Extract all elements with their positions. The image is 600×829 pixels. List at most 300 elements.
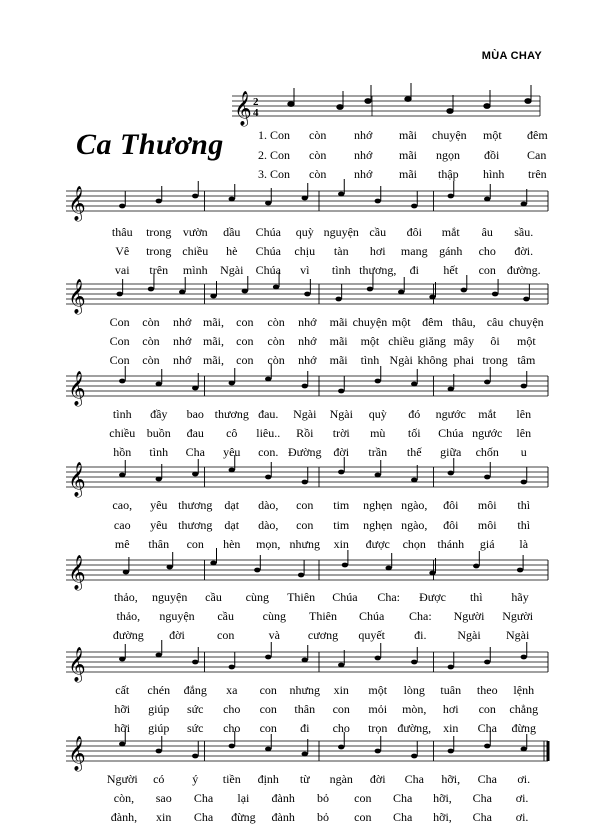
lyric-word: đường,: [397, 721, 432, 735]
lyric-word: yêu: [223, 445, 241, 459]
note: [273, 285, 279, 290]
lyric-word: Ngài: [293, 407, 317, 421]
note: [265, 377, 271, 382]
lyric-word: ngước: [472, 426, 503, 440]
lyric-word: phai: [453, 353, 475, 367]
lyric-word: mọn,: [256, 537, 281, 551]
season-label: MÙA CHAY: [481, 50, 542, 62]
lyric-word: chiều: [182, 244, 209, 258]
lyric-word: Cha: [392, 791, 413, 805]
lyric-word: tâm: [517, 353, 536, 367]
lyric-word: Chúa: [255, 244, 281, 258]
lyric-word: Rồi: [296, 426, 314, 440]
note: [448, 387, 454, 392]
lyric-word: Cha: [392, 810, 413, 824]
lyric-word: còn,: [113, 791, 135, 805]
lyric-word: cô: [226, 426, 238, 440]
note: [229, 744, 235, 749]
lyric-word: hỡi: [114, 702, 131, 716]
lyric-word: cầu: [217, 609, 234, 623]
note: [119, 657, 125, 662]
note: [375, 656, 381, 661]
staff-7-notation: [0, 736, 600, 771]
note: [484, 475, 490, 480]
lyric-word: đau: [186, 426, 204, 440]
note: [375, 199, 381, 204]
lyric-word: mỏi: [368, 702, 388, 716]
lyric-word: đường.: [506, 263, 541, 277]
lyric-word: Ngài: [457, 628, 481, 642]
lyric-word: thế: [406, 445, 422, 459]
lyric-word: dào,: [258, 498, 279, 512]
lyric-word: con: [186, 537, 204, 551]
note: [192, 472, 198, 477]
lyric-word: còn: [267, 334, 285, 348]
lyric-word: chịu: [294, 244, 316, 258]
note: [411, 478, 417, 483]
note: [156, 749, 162, 754]
lyric-word: sức: [187, 702, 204, 716]
lyric-word: giá: [479, 537, 495, 551]
note: [517, 568, 523, 573]
note: [342, 563, 348, 568]
lyric-word: u: [520, 445, 527, 459]
lyric-word: con: [236, 315, 254, 329]
lyric-word: nguyện: [152, 590, 188, 604]
lyric-word: Người: [106, 772, 138, 786]
lyric-word: đành: [271, 810, 295, 824]
lyric-word: tình: [331, 263, 351, 277]
lyric-word: liêu..: [256, 426, 281, 440]
lyric-word: mình: [182, 263, 208, 277]
lyric-word: chiều: [388, 334, 415, 348]
lyric-word: thương: [178, 518, 213, 532]
lyric-word: Chúa: [332, 590, 358, 604]
lyric-word: trên: [149, 263, 169, 277]
lyric-word: còn: [142, 315, 160, 329]
lyric-word: Chúa: [255, 225, 281, 239]
lyric-word: tối: [407, 426, 421, 440]
lyric-word: câu: [486, 315, 504, 329]
lyric-word: Cha: [185, 445, 205, 459]
note: [302, 658, 308, 663]
lyric-word: giúp: [148, 721, 170, 735]
treble-clef-icon: 𝄞: [234, 91, 252, 126]
lyric-word: hèn: [223, 537, 241, 551]
lyric-word: con: [296, 498, 314, 512]
lyric-word: hỡi,: [433, 810, 452, 824]
lyric-word: giúp: [148, 702, 170, 716]
lyric-word: thương,: [359, 263, 397, 277]
lyric-word: đi: [300, 721, 310, 735]
lyric-word: Chúa: [358, 609, 385, 623]
lyric-word: môi: [477, 518, 497, 532]
note: [119, 379, 125, 384]
lyric-word: đó: [408, 407, 421, 421]
note: [156, 653, 162, 658]
lyric-word: gánh: [439, 244, 463, 258]
lyric-word: đầy: [150, 407, 168, 421]
lyric-word: con: [296, 518, 314, 532]
lyric-word: cao: [113, 518, 131, 532]
lyric-word: cất: [115, 683, 130, 697]
note: [448, 194, 454, 199]
note: [229, 665, 235, 670]
lyric-word: đời.: [514, 244, 534, 258]
lyric-word: chẳng: [509, 702, 539, 716]
note: [265, 475, 271, 480]
lyric-word: mây: [453, 334, 475, 348]
lyric-word: chén: [147, 683, 171, 697]
lyric-word: không: [417, 353, 448, 367]
lyric-word: buồn: [146, 426, 171, 440]
note: [156, 477, 162, 482]
staff-5-notation: [0, 555, 600, 590]
lyric-word: thương: [214, 407, 249, 421]
lyric-word: nhớ: [298, 334, 317, 348]
note: [192, 194, 198, 199]
lyric-word: cho: [332, 721, 350, 735]
note: [429, 571, 435, 576]
lyric-word: nhớ: [173, 334, 192, 348]
note: [210, 294, 216, 299]
lyric-word: mãi: [329, 334, 348, 348]
lyric-word: hồn: [113, 445, 132, 459]
lyric-word: môi: [477, 498, 497, 512]
lyric-word: cùng: [262, 609, 286, 623]
lyric-word: ôi: [490, 334, 500, 348]
lyric-word: đừng: [511, 721, 537, 735]
lyric-word: tim: [333, 498, 350, 512]
lyric-word: con: [332, 702, 350, 716]
note: [242, 289, 248, 294]
lyric-word: con: [354, 791, 372, 805]
lyric-word: chuyện: [509, 315, 544, 329]
lyric-word: Cha: [404, 772, 424, 786]
lyric-word: mãi,: [203, 315, 224, 329]
lyric-word: chốn: [475, 445, 499, 459]
lyric-word: nhớ: [173, 353, 192, 367]
lyric-word: tình: [112, 407, 132, 421]
lyric-word: nguyện: [323, 225, 359, 239]
lyric-word: đôi: [406, 225, 422, 239]
note: [411, 660, 417, 665]
lyric-word: Con: [109, 353, 130, 367]
staff-6-notation: [0, 647, 600, 682]
note: [367, 287, 373, 292]
lyric-word: ngào,: [401, 518, 428, 532]
lyric-word: Ngài: [389, 353, 413, 367]
lyric-word: giữa: [440, 445, 462, 459]
lyric-word: dạt: [224, 498, 240, 512]
note: [429, 295, 435, 300]
note: [523, 297, 529, 302]
lyric-word: một: [368, 683, 388, 697]
lyric-word: tuân: [440, 683, 462, 697]
staff-4-notation: [0, 462, 600, 497]
lyric-word: vườn: [182, 225, 208, 239]
note: [192, 386, 198, 391]
note: [179, 290, 185, 295]
lyric-word: hơi: [442, 702, 459, 716]
note: [265, 655, 271, 660]
lyric-word: trong: [146, 225, 172, 239]
lyric-word: Cha: [193, 810, 214, 824]
staff-5: [0, 555, 600, 590]
note: [210, 561, 216, 566]
lyric-word: con: [259, 683, 277, 697]
lyric-word: lệnh: [513, 683, 535, 697]
lyric-word: thảo,: [114, 590, 138, 604]
note: [123, 570, 129, 575]
lyric-word: Được: [419, 590, 446, 604]
note: [192, 754, 198, 759]
lyric-word: nghẹn: [363, 498, 393, 512]
lyric-word: ngàn: [329, 772, 353, 786]
lyric-word: chiều: [109, 426, 136, 440]
lyric-word: một: [360, 334, 380, 348]
lyric-word: đắng: [183, 683, 207, 697]
staff-6: [0, 647, 600, 682]
note: [484, 197, 490, 202]
lyric-word: theo: [476, 683, 498, 697]
treble-clef-icon: 𝄞: [68, 279, 86, 314]
lyric-word: thì: [469, 590, 483, 604]
lyric-word: mắt: [478, 407, 497, 421]
lyric-word: đôi: [443, 518, 459, 532]
note: [521, 655, 527, 660]
lyric-word: tim: [333, 518, 350, 532]
treble-clef-icon: 𝄞: [68, 736, 86, 771]
lyric-word: Cha:: [377, 590, 401, 604]
lyric-word: tình: [149, 445, 169, 459]
staff-1-notation: [0, 186, 600, 221]
note: [448, 665, 454, 670]
lyric-word: vì: [300, 263, 310, 277]
staff-4: [0, 462, 600, 497]
lyric-word: hỡi,: [433, 791, 452, 805]
note: [302, 480, 308, 485]
note: [375, 379, 381, 384]
lyric-word: lòng: [403, 683, 425, 697]
note: [302, 752, 308, 757]
note: [338, 470, 344, 475]
note: [302, 196, 308, 201]
note: [386, 566, 392, 571]
note: [156, 382, 162, 387]
lyric-word: hãy: [511, 590, 529, 604]
lyric-word: được: [365, 537, 390, 551]
lyric-word: Ngài: [505, 628, 530, 642]
lyric-word: Chúa: [255, 263, 281, 277]
lyric-word: lên: [516, 407, 532, 421]
lyric-word: hỡi: [114, 721, 131, 735]
lyric-word: mãi: [329, 315, 348, 329]
lyric-word: sầu.: [514, 225, 534, 239]
lyric-word: dạt: [224, 518, 240, 532]
note: [335, 297, 341, 302]
note: [375, 473, 381, 478]
lyric-word: con: [236, 334, 254, 348]
lyric-word: nhớ: [298, 315, 317, 329]
lyric-word: Con: [109, 315, 130, 329]
note: [116, 292, 122, 297]
note: [156, 199, 162, 204]
note: [484, 660, 490, 665]
lyric-word: nhớ: [173, 315, 192, 329]
lyric-word: dầu: [223, 225, 241, 239]
lyric-word: con.: [258, 445, 279, 459]
lyric-word: quỳ: [368, 407, 387, 421]
lyric-word: Cha: [472, 791, 492, 805]
time-sig-bottom: 4: [253, 107, 259, 119]
lyric-word: mãi: [329, 353, 348, 367]
staff-1: [0, 186, 600, 221]
lyric-word: thảo,: [116, 609, 141, 623]
note: [254, 568, 260, 573]
lyric-word: thì: [517, 518, 531, 532]
lyric-word: trời: [332, 426, 350, 440]
note: [411, 754, 417, 759]
lyric-word: cho: [223, 721, 241, 735]
lyric-word: mòn,: [402, 702, 427, 716]
lyric-word: chuyện: [352, 315, 388, 329]
lyric-word: lên: [516, 426, 532, 440]
song-title: Ca Thương: [76, 128, 224, 161]
note: [192, 660, 198, 665]
lyric-word: đời: [369, 772, 386, 786]
lyric-word: Người: [453, 609, 485, 623]
lyric-word: còn: [267, 353, 285, 367]
lyric-word: cùng: [245, 590, 269, 604]
lyric-word: xin: [156, 810, 172, 824]
lyric-word: Vê: [115, 244, 130, 258]
lyric-word: trong: [482, 353, 508, 367]
lyric-word: con: [236, 353, 254, 367]
lyric-word: mù: [370, 426, 386, 440]
lyric-word: giăng: [419, 334, 446, 348]
lyric-word: đời: [333, 445, 350, 459]
lyric-word: bỏ: [317, 791, 329, 805]
lyric-word: nghẹn: [363, 518, 393, 532]
note: [338, 192, 344, 197]
lyric-word: đi.: [414, 628, 427, 642]
lyric-word: Cha: [472, 810, 492, 824]
lyric-word: nhưng: [289, 683, 321, 697]
note: [448, 471, 454, 476]
lyric-word: Ngài: [220, 263, 244, 277]
note: [338, 389, 344, 394]
lyric-word: Đường: [287, 445, 322, 459]
lyric-word: mang: [400, 244, 428, 258]
staff-3: [0, 371, 600, 406]
lyric-word: thân: [294, 702, 316, 716]
lyric-word: cho: [478, 244, 496, 258]
lyric-word: thương: [178, 498, 213, 512]
staff-0: [0, 92, 600, 132]
lyric-word: bỏ: [317, 810, 329, 824]
lyric-word: Ngài: [329, 407, 353, 421]
staff-7: [0, 736, 600, 771]
lyric-word: âu: [481, 225, 493, 239]
lyric-word: nguyện: [159, 609, 195, 623]
lyric-word: chọn: [402, 537, 426, 551]
note: [484, 744, 490, 749]
lyric-word: con: [478, 702, 496, 716]
lyric-word: Cha:: [408, 609, 432, 623]
lyric-word: cho: [223, 702, 241, 716]
lyric-word: Cha: [193, 791, 214, 805]
treble-clef-icon: 𝄞: [68, 462, 86, 497]
lyric-word: tiền: [222, 772, 241, 786]
lyric-word: thâu: [111, 225, 133, 239]
note: [473, 564, 479, 569]
lyric-word: cầu: [205, 590, 222, 604]
lyric-word: yêu: [150, 518, 168, 532]
note: [484, 380, 490, 385]
lyric-word: Chúa: [438, 426, 464, 440]
lyric-word: là: [519, 537, 529, 551]
lyric-word: đi: [409, 263, 419, 277]
note: [521, 202, 527, 207]
lyric-word: Thiên: [287, 590, 316, 604]
lyric-word: nhớ: [298, 353, 317, 367]
treble-clef-icon: 𝄞: [68, 371, 86, 406]
note: [521, 480, 527, 485]
note: [338, 663, 344, 668]
note: [521, 747, 527, 752]
lyric-word: con: [216, 628, 235, 642]
lyric-word: một: [391, 315, 411, 329]
note: [411, 204, 417, 209]
lyric-word: Thiên: [309, 609, 337, 623]
lyric-word: Con: [109, 334, 130, 348]
treble-clef-icon: 𝄞: [68, 555, 86, 590]
lyric-word: bao: [186, 407, 204, 421]
note: [302, 384, 308, 389]
staff-2-notation: [0, 279, 600, 314]
lyric-word: một: [517, 334, 536, 348]
lyric-word: Người: [502, 609, 534, 623]
lyric-word: ơi.: [515, 791, 529, 805]
note: [492, 292, 498, 297]
lyric-word: trần: [368, 445, 388, 459]
lyric-word: sao: [155, 791, 172, 805]
lyric-word: cao,: [112, 498, 133, 512]
note: [304, 292, 310, 297]
staff-2: [0, 279, 600, 314]
lyric-word: ý: [192, 772, 199, 786]
lyric-word: sức: [187, 721, 204, 735]
lyric-word: tình: [360, 353, 380, 367]
lyric-word: nhưng: [289, 537, 321, 551]
lyric-word: đau.: [258, 407, 279, 421]
lyric-word: Cha: [477, 721, 497, 735]
lyric-word: thân: [148, 537, 170, 551]
lyric-word: đường: [112, 628, 144, 642]
note: [411, 382, 417, 387]
note: [265, 747, 271, 752]
note: [398, 290, 404, 295]
time-sig-top: 2: [253, 96, 259, 108]
lyric-word: ngước: [435, 407, 466, 421]
note: [298, 573, 304, 578]
note: [448, 749, 454, 754]
lyric-word: ơi.: [517, 772, 531, 786]
lyric-word: thánh: [437, 537, 465, 551]
lyric-word: con: [259, 721, 277, 735]
lyric-word: hỡi,: [441, 772, 461, 786]
